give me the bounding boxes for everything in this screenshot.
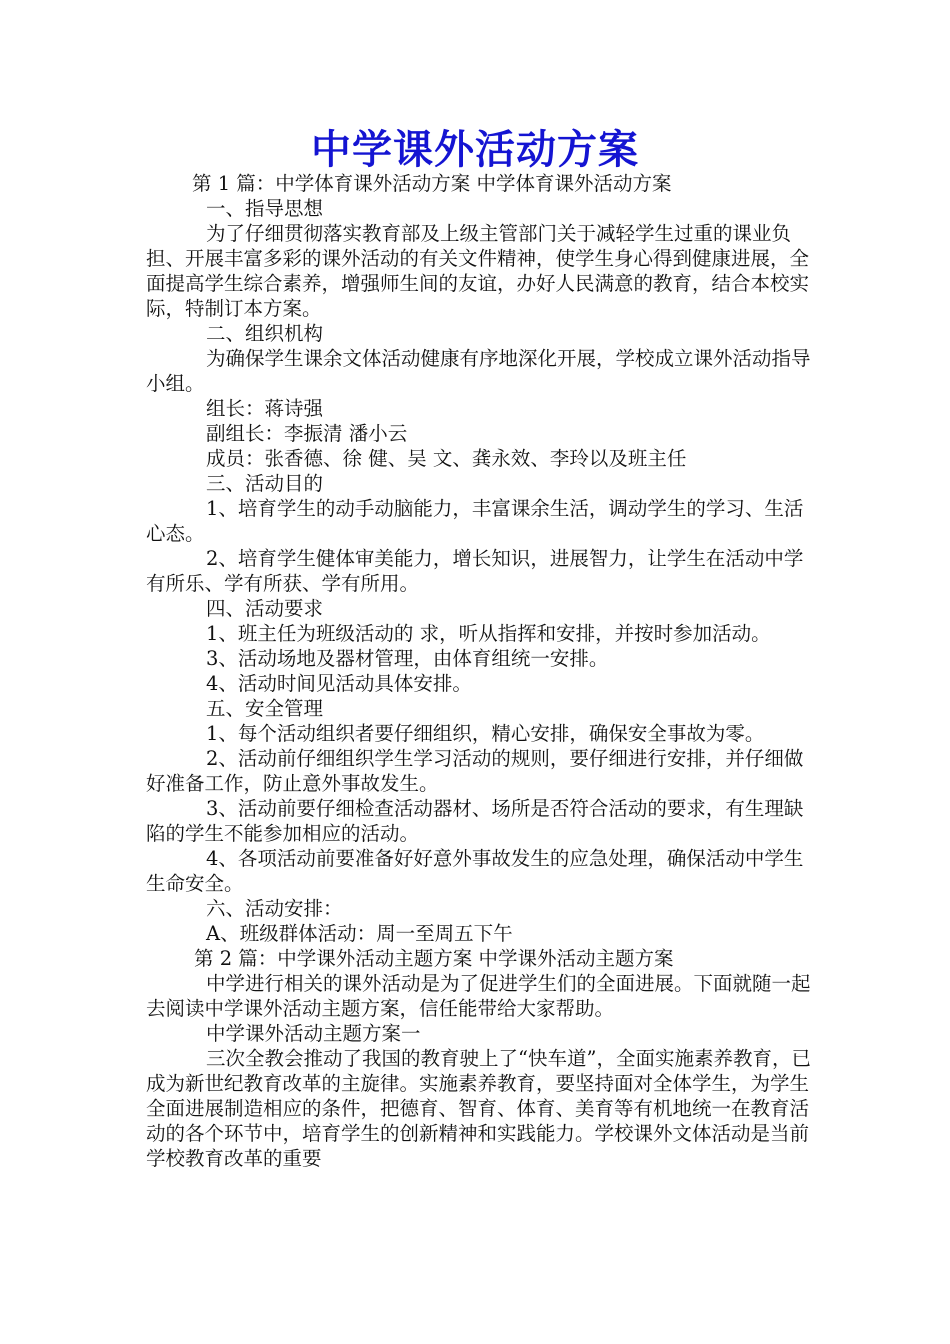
paragraph: 3、活动场地及器材管理，由体育组统一安排。 [206,647,609,670]
paragraph: 为确保学生课余文体活动健康有序地深化开展，学校成立课外活动指导小组。 [146,347,811,395]
section-heading: 第 1 篇：中学体育课外活动方案 中学体育课外活动方案 [192,172,672,195]
paragraph: 副组长：李振清 潘小云 [206,422,408,445]
paragraph: 为了仔细贯彻落实教育部及上级主管部门关于减轻学生过重的课业负担、开展丰富多彩的课外活动的有关文件精神，使学生身心得到健康进展，全面提高学生综合素养，增强师生间的友谊，办好人民满意的教育，结合本校实际，特制订本方案。 [146,222,810,320]
paragraph: 4、各项活动前要准备好好意外事故发生的应急处理，确保活动中学生生命安全。 [146,847,804,895]
subheading: 五、安全管理 [206,697,324,720]
document-title: 中学课外活动方案 [311,127,639,173]
document-body [146,171,816,1171]
subheading: 中学课外活动主题方案一 [206,1022,421,1045]
paragraph: 2、培育学生健体审美能力，增长知识，进展智力，让学生在活动中学有所乐、学有所获、学有所用。 [146,547,804,595]
paragraph: 1、班主任为班级活动的 求，听从指挥和安排，并按时参加活动。 [206,622,771,645]
paragraph: 成员：张香德、徐 健、吴 文、龚永效、李玲以及班主任 [206,447,687,470]
paragraph: 3、活动前要仔细检查活动器材、场所是否符合活动的要求，有生理缺陷的学生不能参加相应的活动。 [146,797,804,845]
paragraph: A、班级群体活动：周一至周五下午 [206,922,513,945]
subheading: 一、指导思想 [206,197,324,220]
paragraph: 4、活动时间见活动具体安排。 [206,672,472,695]
subheading: 三、活动目的 [206,472,324,495]
paragraph: 1、每个活动组织者要仔细组织，精心安排，确保安全事故为零。 [206,722,765,745]
section-heading: 第 2 篇：中学课外活动主题方案 中学课外活动主题方案 [194,947,674,970]
paragraph: 三次全教会推动了我国的教育驶上了“快车道”，全面实施素养教育，已成为新世纪教育改革的主旋律。实施素养教育，要坚持面对全体学生，为学生全面进展制造相应的条件，把德育、智育、体育、美育等有机地统一在教育活动的各个环节中，培育学生的创新精神和实践能力。学校课外文体活动是当前学校教育改革的重要 [146,1047,811,1170]
subheading: 六、活动安排： [206,897,343,920]
paragraph: 组长：蒋诗强 [206,397,324,420]
paragraph: 2、活动前仔细组织学生学习活动的规则，要仔细进行安排，并仔细做好准备工作，防止意外事故发生。 [146,747,804,795]
paragraph: 1、培育学生的动手动脑能力，丰富课余生活，调动学生的学习、生活心态。 [146,497,804,545]
paragraph: 中学进行相关的课外活动是为了促进学生们的全面进展。下面就随一起去阅读中学课外活动主题方案，信任能带给大家帮助。 [146,972,811,1020]
subheading: 二、组织机构 [206,322,324,345]
subheading: 四、活动要求 [206,597,324,620]
